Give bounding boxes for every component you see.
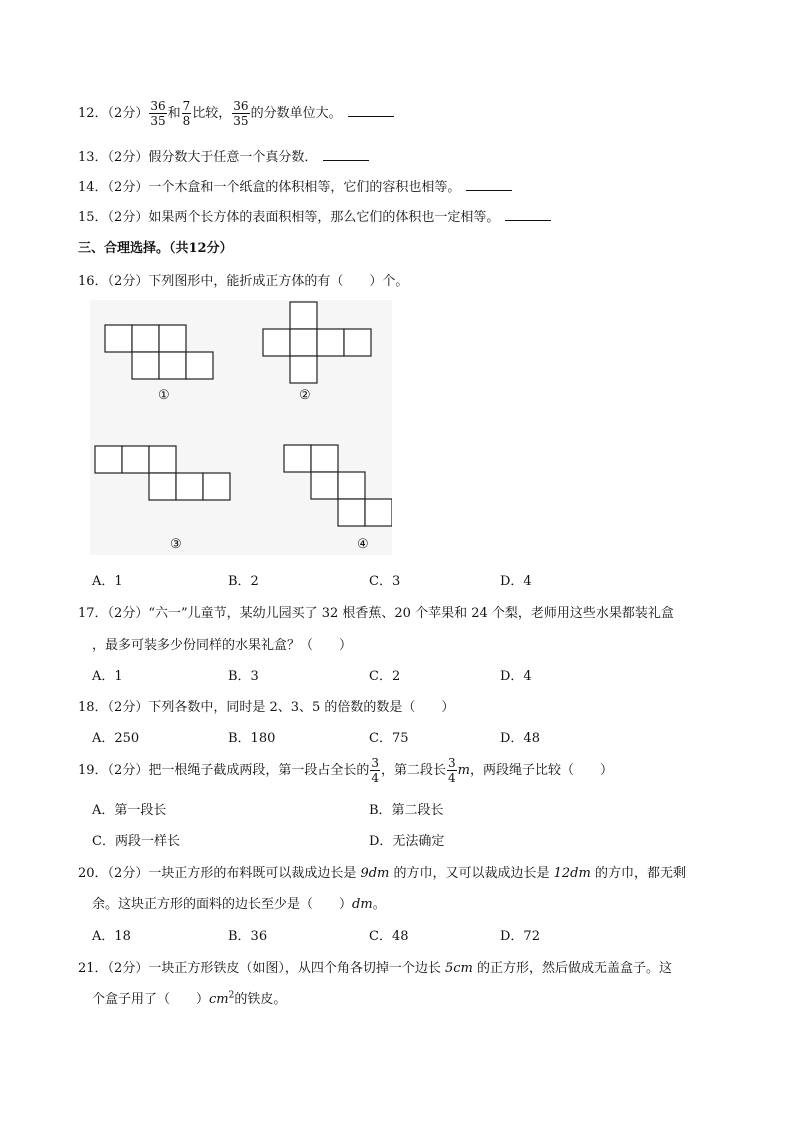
fraction: $\frac{36}{35}$ (150, 99, 166, 128)
question-13: 13．（2分）假分数大于任意一个真分数． (78, 146, 369, 165)
cube-nets-svg (90, 300, 392, 555)
option-c[interactable]: C．2 (369, 669, 401, 684)
option-b[interactable]: B．36 (228, 929, 268, 944)
question-16: 16．（2分）下列图形中，能折成正方体的有（ ）个。 (78, 274, 409, 289)
option-a[interactable]: A．18 (92, 929, 131, 944)
question-14: 14．（2分）一个木盒和一个纸盒的体积相等，它们的容积也相等。 (78, 176, 512, 195)
option-a[interactable]: A．1 (92, 669, 123, 684)
answer-blank[interactable] (323, 149, 369, 161)
option-d[interactable]: D．48 (500, 731, 540, 746)
fraction: $\frac{36}{35}$ (233, 99, 249, 128)
net-4 (284, 445, 392, 526)
question-15: 15．（2分）如果两个长方体的表面积相等，那么它们的体积也一定相等。 (78, 206, 551, 225)
question-20-line-2: 余。这块正方形的面料的边长至少是（ ）dm。 (92, 897, 386, 912)
question-21-line-2: 个盒子用了（ ）$cm^2$的铁皮。 (92, 990, 287, 1007)
answer-blank[interactable] (466, 179, 512, 191)
option-d[interactable]: D．72 (500, 929, 540, 944)
question-18: 18．（2分）下列各数中，同时是 2、3、5 的倍数的数是（ ） (78, 700, 455, 715)
option-b[interactable]: B．3 (228, 669, 259, 684)
option-b[interactable]: B．2 (228, 574, 259, 589)
option-b[interactable]: B．第二段长 (369, 803, 444, 818)
net-2 (263, 302, 371, 383)
option-a[interactable]: A．250 (92, 731, 140, 746)
option-d[interactable]: D．4 (500, 669, 532, 684)
fraction: $\frac{3}{4}$ (371, 756, 379, 785)
question-number: 12．（2分） (78, 106, 149, 121)
section-header: 三、合理选择。（共12分） (78, 241, 233, 256)
option-c[interactable]: C．75 (369, 731, 409, 746)
option-c[interactable]: C．48 (369, 929, 409, 944)
option-d[interactable]: D．4 (500, 574, 532, 589)
option-c[interactable]: C．3 (369, 574, 401, 589)
figure-label-3: ③ (170, 537, 182, 552)
question-17-line-1: 17．（2分）“六一”儿童节，某幼儿园买了 32 根香蕉、20 个苹果和 24 个梨，老师用这些水果都装礼盒 (78, 606, 674, 621)
option-d[interactable]: D．无法确定 (369, 834, 445, 849)
fraction: $\frac{7}{8}$ (182, 99, 191, 128)
option-c[interactable]: C．两段一样长 (92, 834, 180, 849)
option-a[interactable]: A．1 (92, 574, 123, 589)
question-17-line-2: ，最多可装多少份同样的水果礼盒？（ ） (92, 638, 353, 653)
question-20-line-1: 20．（2分）一块正方形的布料既可以裁成边长是 9dm 的方巾，又可以裁成边长是 12dm 的方巾，都无剩 (78, 866, 686, 881)
question-21-line-1: 21．（2分）一块正方形铁皮（如图），从四个角各切掉一个边长 5cm 的正方形，然后做成无盖盒子。这 (78, 961, 672, 976)
answer-blank[interactable] (348, 105, 394, 117)
option-a[interactable]: A．第一段长 (92, 803, 167, 818)
figure-label-1: ① (158, 388, 170, 403)
figure-label-4: ④ (357, 537, 369, 552)
fraction: $\frac{3}{4}$ (447, 756, 456, 785)
figure-label-2: ② (299, 388, 311, 403)
answer-blank[interactable] (505, 209, 551, 221)
cube-nets-figure (90, 300, 392, 555)
net-3 (95, 446, 230, 500)
option-b[interactable]: B．180 (228, 731, 276, 746)
question-12: 12．（2分） $\frac{36}{35}$ 和 $\frac{7}{8}$ 比较， $\frac{36}{35}$ 的分数单位大。 (78, 100, 394, 127)
question-19: 19．（2分）把一根绳子截成两段，第一段占全长的 $\frac{3}{4}$ ，第二段长 $\frac{3}{4}$ m，两段绳子比较（ ） (78, 756, 613, 785)
net-1 (105, 325, 213, 379)
